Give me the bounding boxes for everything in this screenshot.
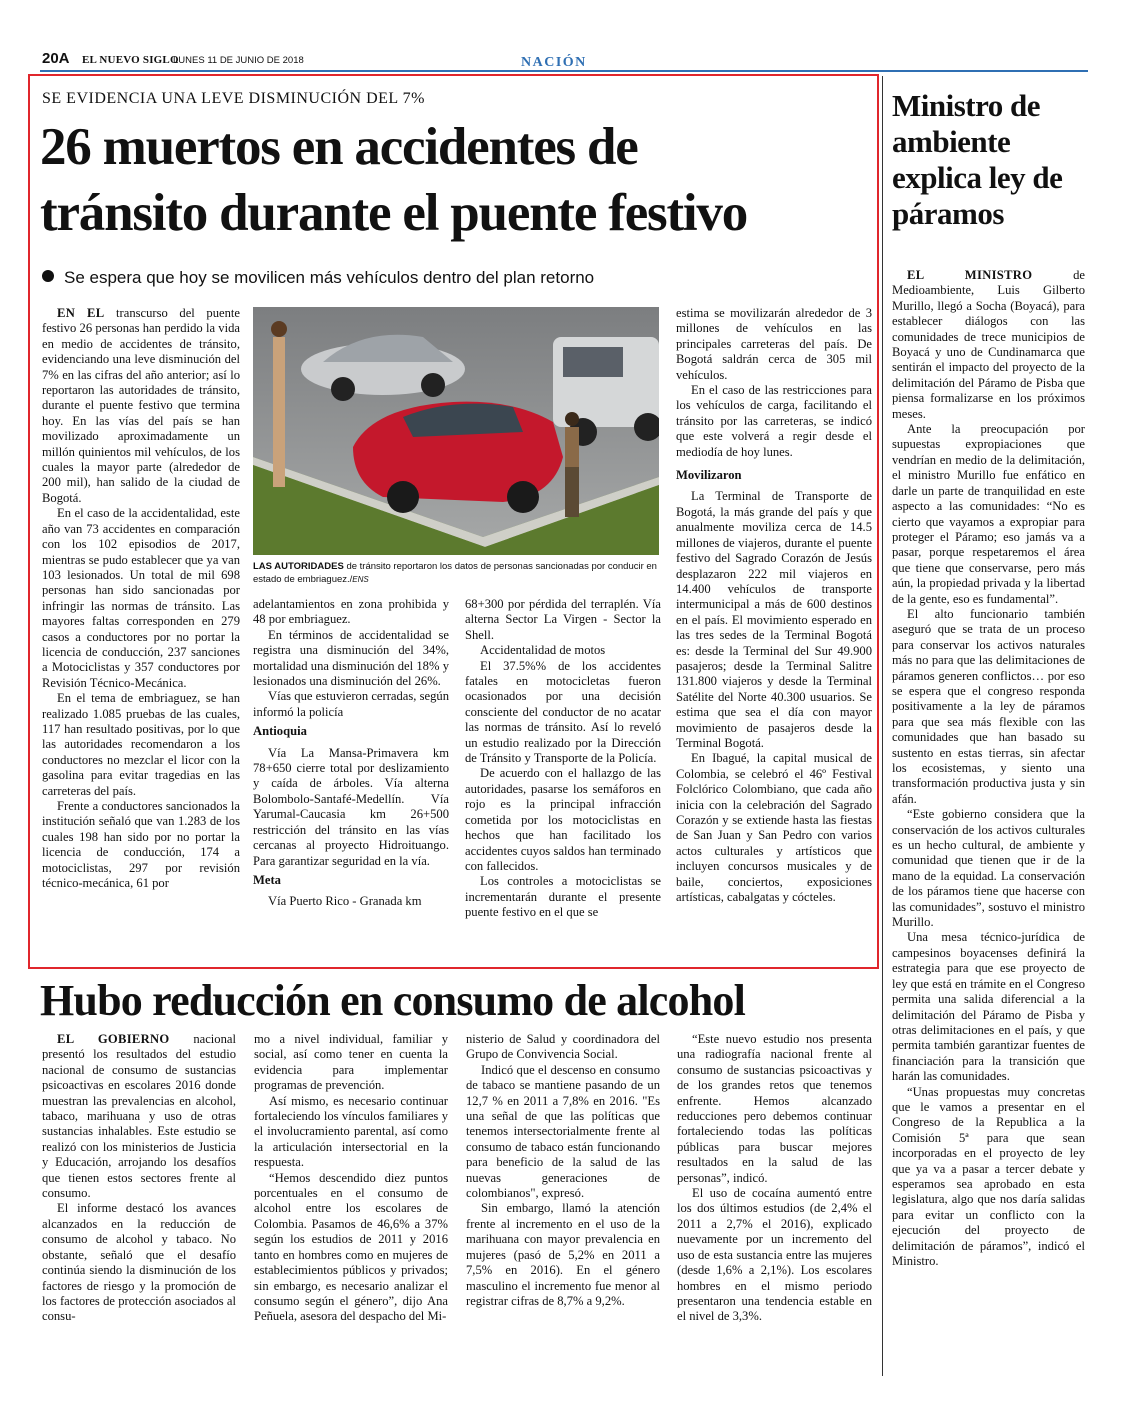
paragraph: “Este nuevo estudio nos presenta una radiografía nacional frente al consumo de sustancias psicoactivas y de los grandes retos que tenemos enfrente. Hemos alcanzado reducciones pero debemos continuar fortaleciendo todas las políticas públicas para buscar mejores resultados en la salud de las personas”, indicó.	[677, 1032, 872, 1185]
main-column-3	[465, 597, 661, 921]
paragraph: El alto funcionario también aseguró que se trata de un proceso para conservar los activos naturales más no para que las delimitaciones de páramos generen conflictos… por eso se espera que el congreso responda positivamente a la ley de páramos para que sea más flexible con las comunidades que han basado su sustento en estas tierras, sin afectar los ecosistemas, y siento una transformación productiva justa y sin afán.	[892, 606, 1085, 806]
subsection-heading: Movilizaron	[676, 468, 742, 483]
paragraph: Accidentalidad de motos	[480, 643, 606, 658]
alcohol-column-4	[677, 1032, 872, 1325]
paragraph: El uso de cocaína aumentó entre los dos últimos estudios (de 2,4% el 2011 a 2,7% el 2016), explicado nuevamente por un incremento del uso de esta sustancia entre las mujeres (desde 1,6% a 2,1%). Los escolares hombres en el mismo periodo presentaron una tendencia estable en el nivel de 3,3%.	[677, 1186, 872, 1324]
paragraph: Una mesa técnico-jurídica de campesinos boyacenses definirá la estrategia para que ese proyecto de ley que está en trámite en el Congreso permita una salida diferencial a la delimitación del Páramo de Pisba y otras delimitaciones en el país, y que permita también garantizar fuentes de financiación para la transición que harán las comunidades.	[892, 930, 1085, 1084]
caption-credit: ENS	[352, 574, 369, 584]
alcohol-headline: Hubo reducción en consumo de alcohol	[40, 976, 746, 1025]
paragraph: mo a nivel individual, familiar y social, así como tener en cuenta la evidencia para implementar programas de prevención.	[254, 1032, 448, 1093]
paragraph: En el caso de las restricciones para los vehículos de carga, facilitando el tránsito por las carreteras, se indicó que este volverá a regir desde el mediodía de hoy lunes.	[676, 383, 872, 459]
sidebar-divider	[882, 76, 883, 1376]
paragraph: En el caso de la accidentalidad, este año van 73 accidentes en comparación con los 102 episodios de 2017, mientras se pudo establecer que ya van 103 lesionados. Un total de mil 698 personas han sido sancionadas por infringir las normas de tránsito. Las mayores faltas corresponden en 279 casos a conductores por no portar la licencia de conducción, 237 sanciones a Motociclistas y 357 conductores por Revisión Técnico-Mecánica.	[42, 506, 240, 690]
accident-photo	[253, 307, 659, 555]
paragraph: nacional presentó los resultados del estudio nacional de consumo de sustancias psicoactivas en escolares 2016 donde muestran las prevalencias en alcohol, tabaco, marihuana y uso de otras sustancias inhalables. Este estudio se realizó con los ministerios de Justicia y Educación, arrojando los desafíos que tienen estos sectores frente al consumo.	[42, 1032, 236, 1201]
lead-in: EL MINISTRO	[907, 268, 1033, 282]
headline-line-1: 26 muertos en accidentes de	[40, 118, 638, 176]
sidebar-column	[892, 268, 1085, 1269]
newspaper-name: EL NUEVO SIGLO	[82, 54, 179, 66]
paragraph: de Medioambiente, Luis Gilberto Murillo, llegó a Socha (Boyacá), para establecer diálogos con las comunidades de trece municipios de Boyacá y uno de Cundinamarca que sentirán el impacto del proyecto de la delimitación del Páramo de Pisba que piensa formalizarse en los próximos meses.	[892, 268, 1085, 421]
paragraph: En términos de accidentalidad se registra una disminución del 34%, mortalidad una disminución del 18% y lesionados una disminución del 26%.	[253, 627, 449, 689]
paragraph: 68+300 por pérdida del terraplén. Vía alterna Sector La Virgen - Sector la Shell.	[465, 597, 661, 642]
lead-in: EN EL	[57, 306, 105, 320]
alcohol-column-3	[466, 1032, 660, 1309]
paragraph: Vías que estuvieron cerradas, según informó la policía	[253, 689, 449, 719]
paragraph: En Ibagué, la capital musical de Colombia, se celebró el 46º Festival Folclórico Colombiano, que cada año inicia con la celebración del Sagrado Corazón y se extiende hasta las fiestas de San Juan y San Pedro con varios actos culturales y artísticos que incluyen concursos musicales y de baile, conciertos, exposiciones artísticas, cabalgatas y cócteles.	[676, 751, 872, 905]
page-number: 20A	[42, 50, 70, 67]
caption-text: de tránsito reportaron los datos de personas sancionadas por conducir en estado de embriaguez./	[253, 561, 657, 585]
paragraph: La Terminal de Transporte de Bogotá, la más grande del país y que anualmente moviliza cerca de 14.5 millones de viajeros, durante el puente festivo del Sagrado Corazón de Jesús desplazaron 222 mil viajeros en 14.400 vehículos de transporte intermunicipal a más de 600 destinos en el país. El movimiento esperado en las tres sedes de la Terminal Bogotá es: desde la Terminal del Sur 49.900 pasajeros; desde la Terminal Salitre 131.800 viajeros y desde la Terminal Satélite del Norte 40.300 usuarios. Se estima que sea el día con mayor movimiento de pasajeros desde la Terminal Bogotá.	[676, 489, 872, 750]
article-subhead	[42, 268, 594, 288]
caption-lead: LAS AUTORIDADES	[253, 561, 344, 572]
header-rule	[40, 70, 1088, 72]
paragraph: Vía Puerto Rico - Granada km	[268, 894, 422, 909]
paragraph: “Este gobierno considera que la conservación de los activos culturales es un hecho cultural, de ambiente y comunidad que tienen que ir de la mano de la equidad. La conservación de los páramos tiene que hacerse con las comunidades”, sostuvo el ministro Murillo.	[892, 807, 1085, 930]
paragraph: “Unas propuestas muy concretas que le vamos a presentar en el Congreso de la Republica a la Comisión 5ª para que sean incorporadas en el proyecto de ley que ya va a pasar a tercer debate y esperamos sea aprobado en esta legislatura, algo que nos daría salidas para evitar un conflicto con la ejecución del proyecto de delimitación de páramos”, indicó el Ministro.	[892, 1084, 1085, 1268]
paragraph: De acuerdo con el hallazgo de las autoridades, pasarse los semáforos en rojo es la principal infracción cometida por los motociclistas en hechos que han facilitado los accidentes cuyos saldos han terminado con fallecidos.	[465, 766, 661, 873]
car-crash-illustration	[253, 307, 659, 555]
subhead-text: Se espera que hoy se movilicen más vehículos dentro del plan retorno	[64, 268, 595, 287]
article-headline	[40, 114, 880, 246]
article-kicker: SE EVIDENCIA UNA LEVE DISMINUCIÓN DEL 7%	[42, 90, 425, 107]
paragraph: nisterio de Salud y coordinadora del Grupo de Convivencia Social.	[466, 1032, 660, 1062]
main-column-4	[676, 306, 872, 905]
paragraph: estima se movilizarán alrededor de 3 millones de vehículos en las principales carreteras del país. De Bogotá saldrán cerca de 305 mil vehículos.	[676, 306, 872, 382]
paragraph: Frente a conductores sancionados la institución señaló que van 1.283 de los cuales 198 han sido por no portar la licencia de conducción, 174 a motociclistas, 297 por revisión técnico-mecánica, 61 por	[42, 799, 240, 891]
paragraph: El 37.5%% de los accidentes fatales en motocicletas fueron ocasionados por una decisión consciente del conductor de no acatar las normas de tránsito. Así lo reveló un estudio realizado por la Dirección de Tránsito y Transporte de la Policía.	[465, 658, 661, 766]
subsection-heading: Antioquia	[253, 724, 307, 739]
issue-date: LUNES 11 DE JUNIO DE 2018	[173, 55, 304, 66]
subsection-heading: Meta	[253, 872, 281, 887]
lead-in: EL GOBIERNO	[57, 1032, 170, 1046]
paragraph: “Hemos descendido diez puntos porcentuales en el consumo de alcohol entre los escolares de Colombia. Pasamos de 46,6% a 37% según los estudios de 2011 y 2016 tanto en hombres como en mujeres de establecimientos públicos y privados; sin embargo, es necesario analizar el consumo según el género”, dijo Ana Peñuela, asesora del despacho del Mi-	[254, 1170, 448, 1324]
paragraph: En el tema de embriaguez, se han realizado 1.085 pruebas de las cuales, 117 han resultado positivas, por lo que las autoridades recomendaron a los conductores no mezclar el licor con la gasolina para evitar tragedias en las carreteras del país.	[42, 691, 240, 798]
paragraph: Ante la preocupación por supuestas expropiaciones que vendrían en medio de la delimitación, el ministro Murillo fue enfático en darle un parte de tranquilidad en este aspecto a las comunidades: “No es cierto que vayamos a expropiar para proteger el Páramo; eso jamás va a pasar, porque respetaremos el área que tiene que conservarse, pero más aún, la propiedad privada y la libertad de la gente, eso es fundamental”.	[892, 422, 1085, 606]
paragraph: Vía La Mansa-Primavera km 78+650 cierre total por deslizamiento y caída de árboles. Vía alterna Bolombolo-Santafé-Medellín. Vía Yarumal-Caucasia km 26+500 restricción del tránsito en las vías cercanas al proyecto Hidroituango. Para garantizar seguridad en la vía.	[253, 745, 449, 868]
paragraph: Los controles a motociclistas se incrementarán durante el presente puente festivo en el que se	[465, 874, 661, 920]
paragraph: Sin embargo, llamó la atención frente al incremento en el uso de la marihuana con mayor prevalencia en mujeres (pasó de 5,2% en 2011 a 7,5% en 2016). En el género masculino el incremento fue menor al registrar cifras de 8,7% a 9,2%.	[466, 1201, 660, 1308]
paragraph: transcurso del puente festivo 26 personas han perdido la vida en medio de accidentes de tránsito, evidenciando una leve disminución del 7% en las cifras del año anterior; así lo reportaron las autoridades de tránsito, durante el puente festivo que termina hoy. En las vías del país se han movilizado aproximadamente un millón quinientos mil vehículos, de los cuales la mayor parte (alrededor de 200 mil), han salido de la ciudad de Bogotá.	[42, 306, 240, 505]
alcohol-column-2	[254, 1032, 448, 1325]
main-column-1	[42, 306, 240, 891]
photo-caption	[253, 561, 661, 586]
paragraph: Indicó que el descenso en consumo de tabaco se mantiene pasando de un 12,7 % en 2011 a 7,8% en 2016. "Es una señal de que las políticas que tenemos intersectorialmente frente al consumo de tabaco están funcionando para beneficio de la salud de las nuevas generaciones de colombianos", expresó.	[466, 1062, 660, 1201]
bullet-icon	[42, 270, 54, 282]
paragraph: adelantamientos en zona prohibida y 48 por embriaguez.	[253, 597, 449, 627]
main-column-2	[253, 597, 449, 910]
alcohol-column-1	[42, 1032, 236, 1325]
sidebar-headline: Ministro de ambiente explica ley de páramos	[892, 88, 1063, 231]
paragraph: El informe destacó los avances alcanzados en la reducción de consumo de alcohol y tabaco. No obstante, señaló que el desafío continúa siendo la disminución de los factores de riesgo y la promoción de los factores de protección asociados al consu-	[42, 1201, 236, 1324]
section-name: NACIÓN	[521, 55, 587, 70]
paragraph: Así mismo, es necesario continuar fortaleciendo los vínculos familiares y el involucramiento parental, así como la articulación intersectorial en la respuesta.	[254, 1093, 448, 1170]
headline-line-2: tránsito durante el puente festivo	[40, 184, 748, 242]
